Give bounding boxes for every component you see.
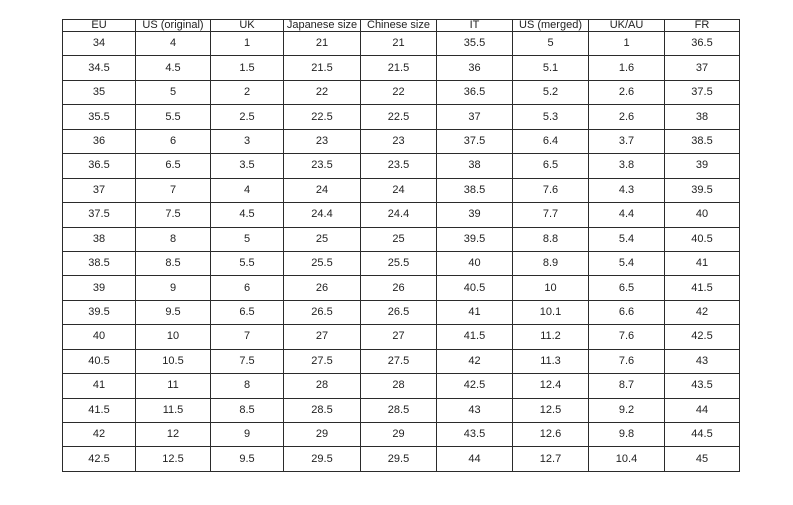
table-cell: 3.8 <box>589 154 665 178</box>
table-cell: 22 <box>361 80 437 104</box>
table-cell: 29.5 <box>284 447 361 472</box>
table-cell: 6.5 <box>211 300 284 324</box>
table-cell: 43 <box>665 349 740 373</box>
table-cell: 37 <box>665 56 740 80</box>
table-cell: 10.5 <box>136 349 211 373</box>
table-cell: 28.5 <box>361 398 437 422</box>
table-header <box>63 20 740 32</box>
table-cell: 8 <box>136 227 211 251</box>
column-header-uk-au: UK/AU <box>589 20 665 32</box>
table-cell: 21.5 <box>284 56 361 80</box>
table-cell: 27 <box>284 325 361 349</box>
table-row <box>63 32 740 56</box>
table-cell: 42.5 <box>665 325 740 349</box>
table-cell: 44 <box>437 447 513 472</box>
table-cell: 29 <box>284 423 361 447</box>
table-cell: 43 <box>437 398 513 422</box>
table-row <box>63 80 740 104</box>
table-cell: 41.5 <box>665 276 740 300</box>
table-cell: 40 <box>437 251 513 275</box>
table-cell: 4.4 <box>589 203 665 227</box>
table-cell: 23 <box>361 129 437 153</box>
table-cell: 21 <box>361 32 437 56</box>
table-cell: 39.5 <box>665 178 740 202</box>
table-cell: 42.5 <box>63 447 136 472</box>
table-cell: 9.2 <box>589 398 665 422</box>
table-cell: 37 <box>63 178 136 202</box>
table-cell: 2.6 <box>589 105 665 129</box>
table-cell: 37 <box>437 105 513 129</box>
table-cell: 40.5 <box>63 349 136 373</box>
column-header-us-original: US (original) <box>136 20 211 32</box>
table-cell: 22.5 <box>361 105 437 129</box>
table-cell: 8.5 <box>136 251 211 275</box>
table-cell: 24 <box>284 178 361 202</box>
table-cell: 12.5 <box>513 398 589 422</box>
table-cell: 39.5 <box>63 300 136 324</box>
table-cell: 45 <box>665 447 740 472</box>
table-cell: 40 <box>665 203 740 227</box>
table-cell: 6.6 <box>589 300 665 324</box>
table-cell: 42 <box>665 300 740 324</box>
table-cell: 1.5 <box>211 56 284 80</box>
table-cell: 41.5 <box>63 398 136 422</box>
table-row <box>63 154 740 178</box>
table-cell: 29.5 <box>361 447 437 472</box>
table-cell: 11.3 <box>513 349 589 373</box>
table-cell: 8.9 <box>513 251 589 275</box>
table-cell: 40.5 <box>665 227 740 251</box>
table-cell: 3.5 <box>211 154 284 178</box>
table-cell: 5.1 <box>513 56 589 80</box>
table-cell: 7.6 <box>589 349 665 373</box>
table-cell: 22 <box>284 80 361 104</box>
table-cell: 2.6 <box>589 80 665 104</box>
table-cell: 39.5 <box>437 227 513 251</box>
table-cell: 37.5 <box>437 129 513 153</box>
table-cell: 35.5 <box>437 32 513 56</box>
table-cell: 6 <box>211 276 284 300</box>
column-header-uk: UK <box>211 20 284 32</box>
table-row <box>63 398 740 422</box>
table-row <box>63 227 740 251</box>
table-cell: 41 <box>63 374 136 398</box>
table-cell: 6.5 <box>513 154 589 178</box>
table-cell: 37.5 <box>63 203 136 227</box>
table-row <box>63 374 740 398</box>
table-cell: 11.5 <box>136 398 211 422</box>
table-cell: 5 <box>513 32 589 56</box>
table-cell: 27 <box>361 325 437 349</box>
table-cell: 41 <box>665 251 740 275</box>
table-cell: 9 <box>211 423 284 447</box>
column-header-chinese-size: Chinese size <box>361 20 437 32</box>
table-cell: 28 <box>284 374 361 398</box>
table-cell: 25 <box>284 227 361 251</box>
table-cell: 43.5 <box>437 423 513 447</box>
table-cell: 26.5 <box>361 300 437 324</box>
column-header-it: IT <box>437 20 513 32</box>
table-cell: 26.5 <box>284 300 361 324</box>
table-cell: 8.7 <box>589 374 665 398</box>
table-cell: 39 <box>63 276 136 300</box>
table-cell: 1 <box>589 32 665 56</box>
table-cell: 25 <box>361 227 437 251</box>
table-cell: 38 <box>63 227 136 251</box>
table-row <box>63 129 740 153</box>
shoe-size-conversion-table <box>62 19 740 472</box>
table-cell: 29 <box>361 423 437 447</box>
table-cell: 5.4 <box>589 227 665 251</box>
table-cell: 6.5 <box>589 276 665 300</box>
table-cell: 38.5 <box>437 178 513 202</box>
table-cell: 27.5 <box>284 349 361 373</box>
table-cell: 36 <box>437 56 513 80</box>
table-cell: 28 <box>361 374 437 398</box>
table-cell: 10.4 <box>589 447 665 472</box>
table-row <box>63 178 740 202</box>
table-cell: 5.5 <box>136 105 211 129</box>
table-cell: 10 <box>513 276 589 300</box>
table-cell: 7.5 <box>211 349 284 373</box>
table-cell: 4 <box>136 32 211 56</box>
table-cell: 40.5 <box>437 276 513 300</box>
table-cell: 9 <box>136 276 211 300</box>
table-cell: 11 <box>136 374 211 398</box>
table-row <box>63 251 740 275</box>
table-cell: 4 <box>211 178 284 202</box>
table-cell: 41.5 <box>437 325 513 349</box>
table-cell: 6.5 <box>136 154 211 178</box>
table-cell: 4.5 <box>136 56 211 80</box>
table-row <box>63 203 740 227</box>
table-cell: 12.4 <box>513 374 589 398</box>
table-cell: 26 <box>361 276 437 300</box>
table-row <box>63 349 740 373</box>
table-cell: 22.5 <box>284 105 361 129</box>
table-cell: 39 <box>437 203 513 227</box>
table-header-row <box>63 20 740 32</box>
table-cell: 3 <box>211 129 284 153</box>
table-row <box>63 105 740 129</box>
table-cell: 8.5 <box>211 398 284 422</box>
table-cell: 6.4 <box>513 129 589 153</box>
table-cell: 5.4 <box>589 251 665 275</box>
table-cell: 44.5 <box>665 423 740 447</box>
column-header-eu: EU <box>63 20 136 32</box>
table-cell: 7.6 <box>513 178 589 202</box>
table-cell: 43.5 <box>665 374 740 398</box>
table-cell: 5.3 <box>513 105 589 129</box>
table-row <box>63 423 740 447</box>
table-cell: 36.5 <box>437 80 513 104</box>
table-cell: 2 <box>211 80 284 104</box>
table-cell: 12.6 <box>513 423 589 447</box>
table-cell: 44 <box>665 398 740 422</box>
table-cell: 38 <box>665 105 740 129</box>
table-cell: 24.4 <box>284 203 361 227</box>
table-row <box>63 276 740 300</box>
table-cell: 3.7 <box>589 129 665 153</box>
table-cell: 9.5 <box>211 447 284 472</box>
table-cell: 5.5 <box>211 251 284 275</box>
table-cell: 7.5 <box>136 203 211 227</box>
table-cell: 42 <box>63 423 136 447</box>
table-cell: 1.6 <box>589 56 665 80</box>
table-cell: 7 <box>136 178 211 202</box>
column-header-japanese-size: Japanese size <box>284 20 361 32</box>
table-cell: 8 <box>211 374 284 398</box>
table-cell: 42.5 <box>437 374 513 398</box>
table-cell: 25.5 <box>284 251 361 275</box>
table-cell: 39 <box>665 154 740 178</box>
table-cell: 9.5 <box>136 300 211 324</box>
table-cell: 41 <box>437 300 513 324</box>
table-cell: 25.5 <box>361 251 437 275</box>
table-row <box>63 447 740 472</box>
table-cell: 11.2 <box>513 325 589 349</box>
table-cell: 36.5 <box>665 32 740 56</box>
table-cell: 38 <box>437 154 513 178</box>
table-cell: 7.6 <box>589 325 665 349</box>
table-cell: 36.5 <box>63 154 136 178</box>
table-cell: 38.5 <box>63 251 136 275</box>
table-cell: 10 <box>136 325 211 349</box>
table-cell: 12 <box>136 423 211 447</box>
table-cell: 12.5 <box>136 447 211 472</box>
table-cell: 23 <box>284 129 361 153</box>
table-cell: 35 <box>63 80 136 104</box>
table-cell: 7.7 <box>513 203 589 227</box>
table-cell: 35.5 <box>63 105 136 129</box>
table-cell: 5 <box>211 227 284 251</box>
table-row <box>63 300 740 324</box>
table-cell: 4.3 <box>589 178 665 202</box>
table-cell: 9.8 <box>589 423 665 447</box>
table-cell: 40 <box>63 325 136 349</box>
table-cell: 12.7 <box>513 447 589 472</box>
table-cell: 21.5 <box>361 56 437 80</box>
table-cell: 24.4 <box>361 203 437 227</box>
table-cell: 21 <box>284 32 361 56</box>
table-cell: 23.5 <box>361 154 437 178</box>
table-cell: 23.5 <box>284 154 361 178</box>
table-cell: 4.5 <box>211 203 284 227</box>
table-cell: 6 <box>136 129 211 153</box>
table-body <box>63 32 740 472</box>
table-cell: 5.2 <box>513 80 589 104</box>
table-cell: 27.5 <box>361 349 437 373</box>
column-header-us-merged: US (merged) <box>513 20 589 32</box>
table-cell: 28.5 <box>284 398 361 422</box>
table-cell: 2.5 <box>211 105 284 129</box>
table-cell: 42 <box>437 349 513 373</box>
table-cell: 1 <box>211 32 284 56</box>
table-cell: 36 <box>63 129 136 153</box>
table-cell: 37.5 <box>665 80 740 104</box>
table-cell: 7 <box>211 325 284 349</box>
table-row <box>63 325 740 349</box>
table-cell: 8.8 <box>513 227 589 251</box>
table-cell: 5 <box>136 80 211 104</box>
table-cell: 26 <box>284 276 361 300</box>
table-cell: 10.1 <box>513 300 589 324</box>
table-cell: 38.5 <box>665 129 740 153</box>
table-cell: 24 <box>361 178 437 202</box>
column-header-fr: FR <box>665 20 740 32</box>
table-cell: 34 <box>63 32 136 56</box>
table-row <box>63 56 740 80</box>
table-cell: 34.5 <box>63 56 136 80</box>
